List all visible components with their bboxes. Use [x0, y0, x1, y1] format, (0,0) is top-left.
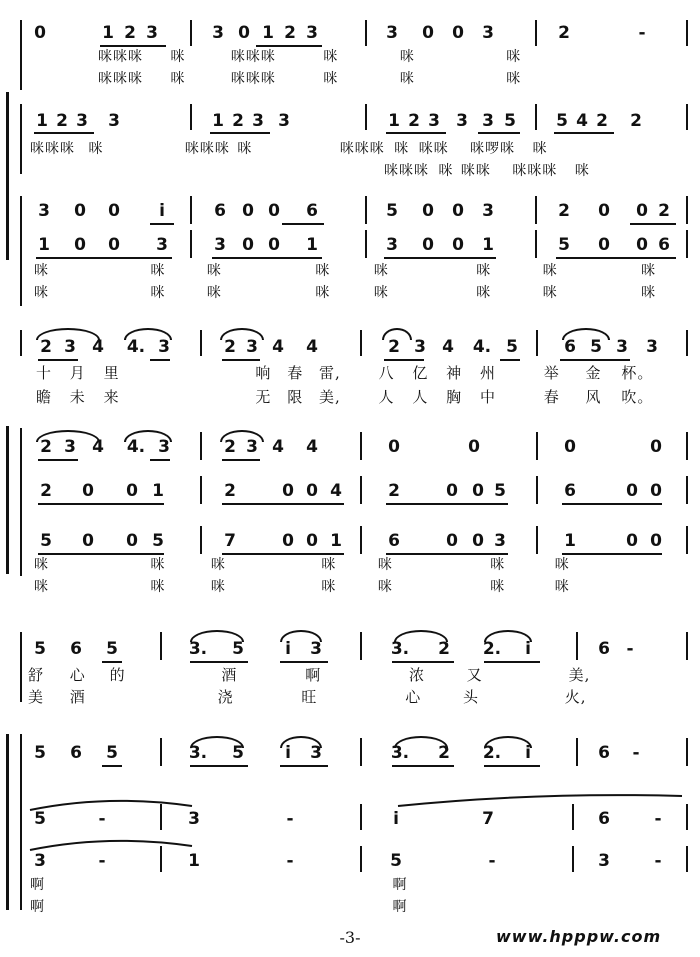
note: 3 — [414, 337, 426, 357]
note: 3 — [212, 23, 224, 43]
note: 0 — [306, 481, 318, 501]
note: 6 — [306, 201, 318, 221]
note: 2 — [284, 23, 296, 43]
note: 2 — [224, 481, 236, 501]
note: 3 — [156, 235, 168, 255]
lyric-line-1: 啊 啊 — [30, 877, 408, 893]
note: 4 — [92, 337, 104, 357]
note: 2. — [482, 743, 502, 763]
system-4 — [0, 322, 700, 412]
note: 3. — [390, 743, 410, 763]
notation-mark — [100, 45, 166, 47]
note: 4 — [92, 437, 104, 457]
note: 5 — [34, 743, 46, 763]
note: 6 — [658, 235, 670, 255]
note: 3 — [386, 23, 398, 43]
system-5 — [0, 428, 700, 598]
lyric-line-2: 咪咪咪 咪 咪咪 咪咪咪 咪 — [384, 163, 590, 179]
note: 1 — [212, 111, 224, 131]
notation-mark — [630, 223, 676, 225]
notation-mark — [280, 661, 328, 663]
lyric-line-1: 咪 咪 咪 咪 咪 咪 咪 咪 — [34, 263, 657, 279]
note: 3. — [188, 639, 208, 659]
note: 0 — [626, 481, 638, 501]
note: 0 — [126, 481, 138, 501]
note: - — [654, 851, 662, 871]
lyric-line-2: 咪咪咪 咪 咪咪咪 咪 咪 咪 — [98, 71, 522, 87]
notation-mark — [554, 132, 614, 134]
notation-mark — [256, 45, 322, 47]
note: 4 — [272, 337, 284, 357]
note: 5 — [390, 851, 402, 871]
notation-mark — [386, 553, 508, 555]
note: 0 — [238, 23, 250, 43]
note: 0 — [242, 201, 254, 221]
note: 6 — [598, 743, 610, 763]
note: 3 — [310, 639, 322, 659]
note: 3 — [158, 437, 170, 457]
note: 6 — [388, 531, 400, 551]
note: - — [632, 743, 640, 763]
notation-mark — [38, 553, 164, 555]
lyric-line-1: 舒 心 的 酒 啊 浓 又 美, — [28, 666, 591, 684]
note: 3 — [38, 201, 50, 221]
note: 5 — [386, 201, 398, 221]
note: 2 — [596, 111, 608, 131]
note: 1 — [188, 851, 200, 871]
notation-mark — [212, 257, 322, 259]
note: 0 — [388, 437, 400, 457]
note: 5 — [590, 337, 602, 357]
note: 3. — [390, 639, 410, 659]
notation-mark — [392, 765, 454, 767]
note: 3 — [246, 337, 258, 357]
note: 3 — [146, 23, 158, 43]
note: 1 — [330, 531, 342, 551]
lyric-line-1: 十 月 里 响 春 雷, 八 亿 神 州 举 金 杯。 — [36, 364, 654, 382]
notation-mark — [282, 223, 324, 225]
system-3 — [0, 190, 700, 310]
notation-mark — [38, 459, 78, 461]
notation-mark — [102, 661, 122, 663]
note: 0 — [422, 201, 434, 221]
note: i — [285, 743, 291, 763]
note: 3 — [456, 111, 468, 131]
note: 0 — [268, 201, 280, 221]
note: 5 — [504, 111, 516, 131]
note: - — [286, 851, 294, 871]
note: 1 — [482, 235, 494, 255]
note: 5 — [152, 531, 164, 551]
note: 3 — [76, 111, 88, 131]
notation-mark — [384, 359, 424, 361]
note: 1 — [388, 111, 400, 131]
note: 7 — [224, 531, 236, 551]
notation-mark — [150, 459, 170, 461]
note: 0 — [468, 437, 480, 457]
note: 3 — [158, 337, 170, 357]
note: 2 — [658, 201, 670, 221]
note: 0 — [472, 481, 484, 501]
note: 2 — [224, 437, 236, 457]
note: 2 — [224, 337, 236, 357]
notation-mark — [392, 661, 454, 663]
note: i — [159, 201, 165, 221]
note: 0 — [626, 531, 638, 551]
system-6 — [0, 626, 700, 716]
note: 3 — [386, 235, 398, 255]
note: 6 — [598, 809, 610, 829]
note: 0 — [242, 235, 254, 255]
note: 0 — [422, 235, 434, 255]
note: 0 — [446, 481, 458, 501]
note: i — [525, 639, 531, 659]
note: 1 — [306, 235, 318, 255]
note: 5 — [506, 337, 518, 357]
note: 5 — [40, 531, 52, 551]
note: 0 — [650, 481, 662, 501]
notation-mark — [150, 223, 174, 225]
note: - — [626, 639, 634, 659]
notation-mark — [190, 661, 248, 663]
note: 0 — [452, 235, 464, 255]
note: 3 — [64, 437, 76, 457]
note: 0 — [446, 531, 458, 551]
lyric-line-2: 咪 咪 咪 咪 咪 咪 咪 — [34, 579, 570, 595]
system-1 — [0, 14, 700, 94]
notation-mark — [102, 765, 122, 767]
note: 3 — [310, 743, 322, 763]
note: 2 — [40, 337, 52, 357]
notation-mark — [36, 257, 172, 259]
note: 3 — [252, 111, 264, 131]
note: i — [285, 639, 291, 659]
notation-mark — [500, 359, 520, 361]
note: 2 — [232, 111, 244, 131]
notation-mark — [478, 132, 520, 134]
note: 4 — [576, 111, 588, 131]
note: 0 — [282, 481, 294, 501]
note: 5 — [556, 111, 568, 131]
note: 1 — [38, 235, 50, 255]
note: 5 — [558, 235, 570, 255]
note: 5 — [34, 809, 46, 829]
notation-mark — [386, 132, 446, 134]
note: 3 — [598, 851, 610, 871]
note: 0 — [82, 531, 94, 551]
note: 2 — [388, 481, 400, 501]
lyric-line-2: 瞻 未 来 无 限 美, 人 人 胸 中 春 风 吹。 — [36, 388, 654, 406]
note: 0 — [598, 235, 610, 255]
note: 0 — [452, 201, 464, 221]
note: 4 — [272, 437, 284, 457]
note: 3 — [34, 851, 46, 871]
note: 5 — [106, 743, 118, 763]
note: 0 — [636, 201, 648, 221]
note: 0 — [74, 235, 86, 255]
notation-mark — [34, 132, 94, 134]
note: 2 — [56, 111, 68, 131]
note: 2 — [40, 437, 52, 457]
note: - — [638, 23, 646, 43]
note: 2 — [558, 23, 570, 43]
note: 7 — [482, 809, 494, 829]
note: - — [98, 851, 106, 871]
note: 2 — [558, 201, 570, 221]
notation-mark — [560, 359, 630, 361]
site-watermark: www.hpppw.com — [496, 927, 662, 946]
note: 6 — [70, 639, 82, 659]
note: i — [393, 809, 399, 829]
note: 3 — [482, 23, 494, 43]
notation-mark — [562, 553, 662, 555]
notation-mark — [280, 765, 328, 767]
notation-mark — [556, 257, 676, 259]
note: 4 — [306, 337, 318, 357]
note: 0 — [34, 23, 46, 43]
note: 2 — [438, 743, 450, 763]
note: 5 — [494, 481, 506, 501]
note: 3 — [214, 235, 226, 255]
note: 5 — [106, 639, 118, 659]
lyric-line-2: 美 酒 浇 旺 心 头 火, — [28, 688, 587, 706]
note: 4 — [442, 337, 454, 357]
lyric-line-1: 咪 咪 咪 咪 咪 咪 咪 — [34, 557, 570, 573]
note: 2 — [388, 337, 400, 357]
note: 0 — [268, 235, 280, 255]
note: - — [286, 809, 294, 829]
note: 0 — [306, 531, 318, 551]
note: 0 — [636, 235, 648, 255]
note: 2 — [124, 23, 136, 43]
notation-mark — [222, 459, 260, 461]
notation-mark — [484, 661, 540, 663]
note: - — [488, 851, 496, 871]
notation-mark — [38, 503, 164, 505]
note: 2 — [438, 639, 450, 659]
note: 0 — [598, 201, 610, 221]
note: 0 — [422, 23, 434, 43]
note: 0 — [108, 235, 120, 255]
note: 5 — [232, 639, 244, 659]
note: 0 — [650, 531, 662, 551]
note: 3 — [64, 337, 76, 357]
note: 4 — [306, 437, 318, 457]
notation-mark — [386, 503, 508, 505]
lyric-line-2: 啊 啊 — [30, 899, 408, 915]
note: 1 — [262, 23, 274, 43]
system-2 — [0, 100, 700, 180]
note: - — [98, 809, 106, 829]
system-7 — [0, 734, 700, 914]
note: 3 — [646, 337, 658, 357]
note: 0 — [108, 201, 120, 221]
notation-mark — [222, 359, 260, 361]
note: 0 — [126, 531, 138, 551]
note: 3. — [188, 743, 208, 763]
note: 3 — [428, 111, 440, 131]
note: 0 — [82, 481, 94, 501]
notation-mark — [222, 503, 344, 505]
note: 2. — [482, 639, 502, 659]
lyric-line-1: 咪咪咪 咪 咪咪咪 咪 咪咪咪 咪 咪咪 咪啰咪 咪 — [30, 141, 548, 157]
note: 3 — [188, 809, 200, 829]
note: 0 — [564, 437, 576, 457]
note: 4. — [472, 337, 492, 357]
note: 4 — [330, 481, 342, 501]
note: 6 — [214, 201, 226, 221]
note: 6 — [598, 639, 610, 659]
notation-mark — [484, 765, 540, 767]
note: 1 — [564, 531, 576, 551]
note: 4. — [126, 337, 146, 357]
notation-mark — [384, 257, 496, 259]
note: 3 — [246, 437, 258, 457]
note: 1 — [102, 23, 114, 43]
note: 0 — [282, 531, 294, 551]
note: 4. — [126, 437, 146, 457]
note: 3 — [278, 111, 290, 131]
note: - — [654, 809, 662, 829]
notation-mark — [562, 503, 662, 505]
note: 2 — [630, 111, 642, 131]
note: 3 — [482, 201, 494, 221]
notation-mark — [38, 359, 78, 361]
note: 3 — [306, 23, 318, 43]
note: 6 — [564, 337, 576, 357]
note: 2 — [40, 481, 52, 501]
note: 2 — [408, 111, 420, 131]
note: 3 — [494, 531, 506, 551]
note: 0 — [452, 23, 464, 43]
note: 0 — [650, 437, 662, 457]
note: 1 — [152, 481, 164, 501]
note: 3 — [108, 111, 120, 131]
note: 3 — [482, 111, 494, 131]
notation-mark — [190, 765, 248, 767]
note: 0 — [472, 531, 484, 551]
notation-mark — [222, 553, 344, 555]
note: 5 — [232, 743, 244, 763]
note: 6 — [70, 743, 82, 763]
notation-mark — [150, 359, 170, 361]
note: 5 — [34, 639, 46, 659]
note: 6 — [564, 481, 576, 501]
note: 1 — [36, 111, 48, 131]
page-number: -3- — [339, 928, 361, 947]
note: 0 — [74, 201, 86, 221]
lyric-line-2: 咪 咪 咪 咪 咪 咪 咪 咪 — [34, 285, 657, 301]
note: 3 — [616, 337, 628, 357]
notation-mark — [210, 132, 270, 134]
note: i — [525, 743, 531, 763]
lyric-line-1: 咪咪咪 咪 咪咪咪 咪 咪 咪 — [98, 49, 522, 65]
